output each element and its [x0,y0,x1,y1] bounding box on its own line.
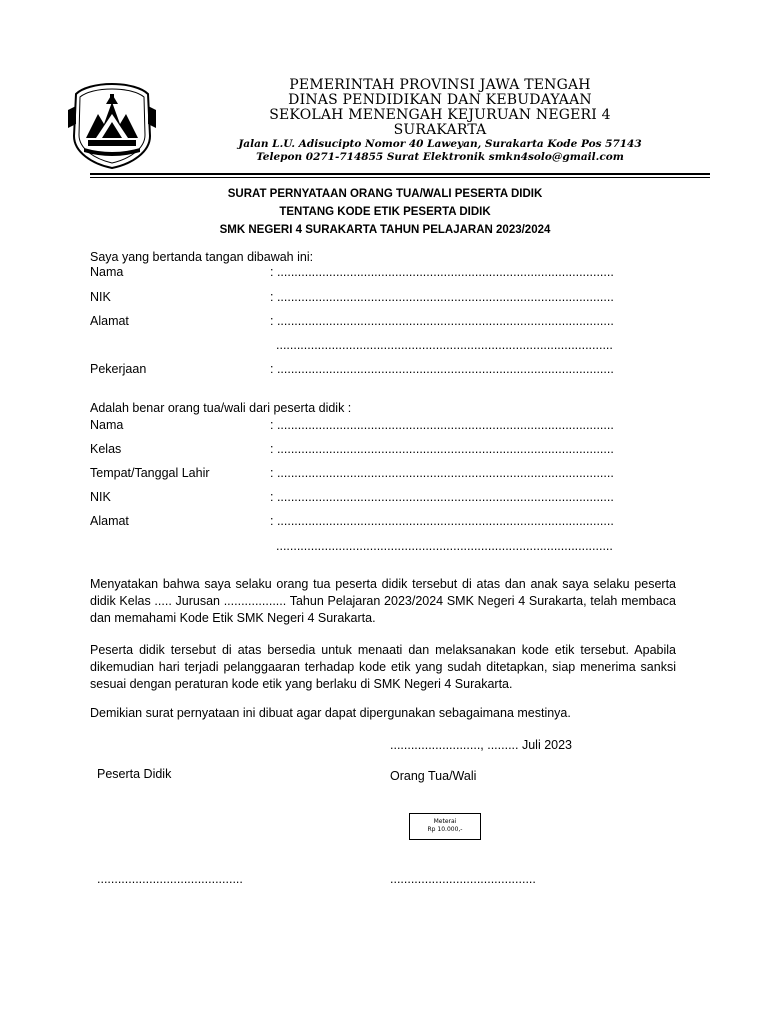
statement-paragraph-2: Peserta didik tersebut di atas bersedia untuk menaati dan melaksanakan kode etik tersebut. Apabila dikemudian hari terjadi pelanggaaran terhadap kode etik yang sudah ditetapkan, siap menerima sanksi sesuai dengan peraturan kode etik yang berlaku di SMK Negeri 4 Surakarta. [90,643,676,691]
student-nik-field[interactable]: : ................................................................................................. [270,490,614,504]
signer-address-field[interactable]: : ................................................................................................. [270,314,614,328]
statement-paragraph-3: Demikian surat pernyataan ini dibuat agar dapat dipergunakan sebagaimana mestinya. [90,706,571,720]
letterhead-line-3: SEKOLAH MENENGAH KEJURUAN NEGERI 4 [269,107,611,123]
student-address-label: Alamat [90,514,129,528]
student-name-field[interactable]: : ................................................................................................. [270,418,614,432]
meterai-label: Meterai [433,818,457,825]
letterhead-line-4: SURAKARTA [393,122,487,138]
document-title [90,185,680,239]
letterhead [200,78,680,164]
letterhead-line-2: DINAS PENDIDIKAN DAN KEBUDAYAAN [288,92,592,108]
student-class-label: Kelas [90,442,122,456]
signer-name-label: Nama [90,265,124,279]
student-name-label: Nama [90,418,124,432]
title-line-3: SMK NEGERI 4 SURAKARTA TAHUN PELAJARAN 2023/2024 [219,224,551,236]
student-signature-line[interactable]: .......................................... [97,872,243,886]
student-nik-label: NIK [90,490,111,504]
signer-address-field-2[interactable]: ................................................................................................. [276,338,613,352]
signature-date[interactable]: .........................., ......... Juli 2023 [390,738,573,752]
student-class-field[interactable]: : ................................................................................................. [270,442,614,456]
letterhead-rule-thick [90,173,710,175]
meterai-value: Rp 10.000,- [427,826,463,833]
student-intro: Adalah benar orang tua/wali dari peserta didik : [90,401,352,415]
signer-occupation-field[interactable]: : ................................................................................................. [270,362,614,376]
letterhead-rule-thin [90,177,710,178]
meterai-stamp-box [409,813,481,840]
letterhead-address: Jalan L.U. Adisucipto Nomor 40 Laweyan, Surakarta Kode Pos 57143 [238,138,642,150]
title-line-1: SURAT PERNYATAAN ORANG TUA/WALI PESERTA DIDIK [227,188,543,200]
signer-nik-field[interactable]: : ................................................................................................. [270,290,614,304]
parent-signature-label: Orang Tua/Wali [390,769,477,783]
signer-occupation-label: Pekerjaan [90,362,147,376]
student-signature-label: Peserta Didik [97,767,172,781]
statement-paragraph-1: Menyatakan bahwa saya selaku orang tua peserta didik tersebut di atas dan anak saya selaku peserta didik Kelas ..... Jurusan .................. Tahun Pelajaran 2023/2024 SMK Negeri 4 Surakarta, telah membaca dan memahami Kode Etik SMK Negeri 4 Surakarta. [90,577,676,625]
parent-signature-line[interactable]: .......................................... [390,872,536,886]
signer-nik-label: NIK [90,290,111,304]
signer-intro: Saya yang bertanda tangan dibawah ini: [90,250,314,264]
title-line-2: TENTANG KODE ETIK PESERTA DIDIK [279,206,491,218]
letterhead-line-1: PEMERINTAH PROVINSI JAWA TENGAH [289,77,591,93]
signer-address-label: Alamat [90,314,129,328]
student-address-field[interactable]: : ................................................................................................. [270,514,614,528]
student-address-field-2[interactable]: ................................................................................................. [276,539,613,553]
student-birth-field[interactable]: : ................................................................................................. [270,466,614,480]
letterhead-contact: Telepon 0271-714855 Surat Elektronik smkn4solo@gmail.com [256,151,624,163]
student-birth-label: Tempat/Tanggal Lahir [90,466,210,480]
signer-name-field[interactable]: : ................................................................................................. [270,265,614,279]
jawa-tengah-seal-icon [66,80,158,170]
